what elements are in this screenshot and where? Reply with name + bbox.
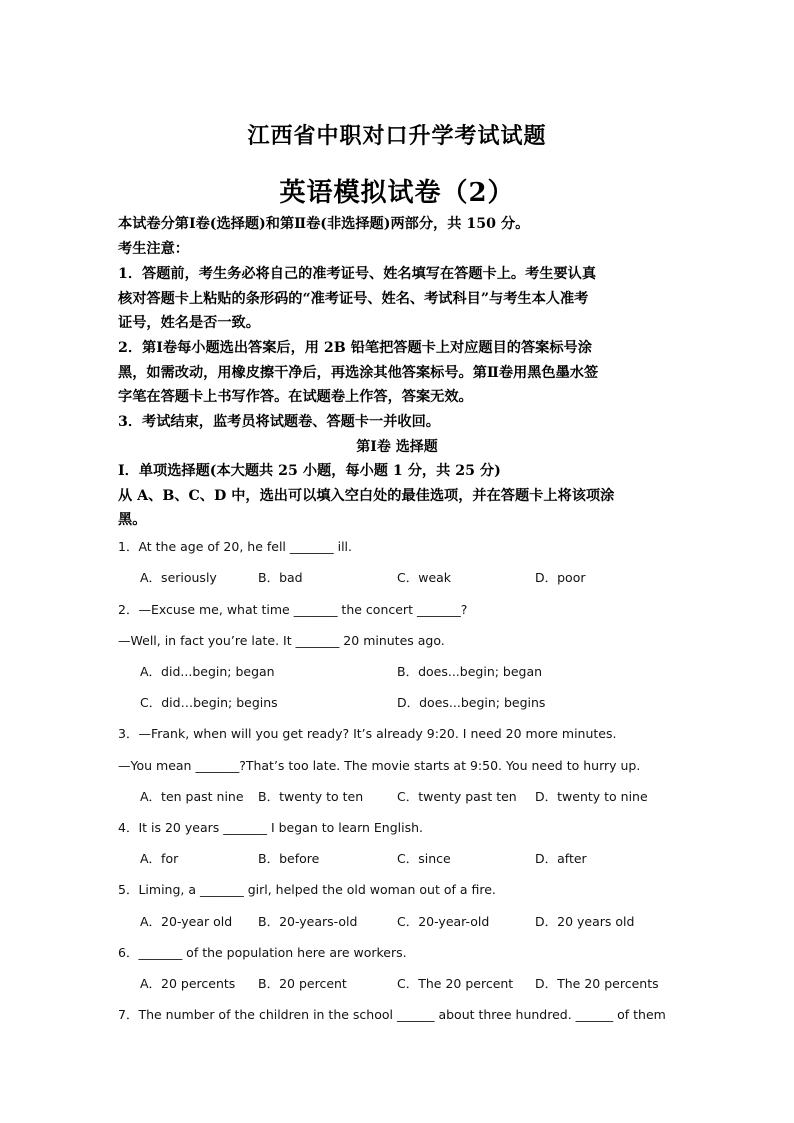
instruction-1-line-3: 证号，姓名是否一致。 bbox=[118, 315, 260, 331]
question-2-stem-2: —Well, in fact you’re late. It _______ 20 minutes ago. bbox=[118, 633, 445, 648]
exam-subtitle: 英语模拟试卷（2） bbox=[279, 178, 515, 208]
instruction-3: 3．考试结束，监考员将试题卷、答题卡一并收回。 bbox=[118, 414, 440, 430]
direction-line-1: 从 A、B、C、D 中，选出可以填入空白处的最佳选项，并在答题卡上将该项涂 bbox=[118, 488, 615, 504]
intro-text: 本试卷分第Ⅰ卷(选择题)和第Ⅱ卷(非选择题)两部分，共 150 分。 bbox=[118, 216, 530, 232]
question-2-option-c: C．did…begin; begins bbox=[140, 695, 278, 710]
question-1-option-c: C．weak bbox=[397, 570, 452, 585]
notice-label: 考生注意： bbox=[118, 241, 189, 257]
question-1-option-a: A．seriously bbox=[140, 570, 217, 585]
question-2-option-d: D．does...begin; begins bbox=[397, 695, 546, 710]
question-1-option-b: B．bad bbox=[258, 570, 303, 585]
question-4-option-b: B．before bbox=[258, 851, 320, 866]
instruction-1-line-1: 1．答题前，考生务必将自己的准考证号、姓名填写在答题卡上。考生要认真 bbox=[118, 266, 597, 282]
instruction-2-line-2: 黑，如需改动，用橡皮擦干净后，再选涂其他答案标号。第Ⅱ卷用黑色墨水签 bbox=[118, 365, 599, 381]
question-5-option-d: D．20 years old bbox=[535, 914, 635, 929]
instruction-1-line-2: 核对答题卡上粘贴的条形码的“准考证号、姓名、考试科目”与考生本人准考 bbox=[118, 291, 589, 307]
question-6-option-d: D．The 20 percents bbox=[535, 976, 659, 991]
question-5-option-c: C．20-year-old bbox=[397, 914, 490, 929]
question-5-stem: 5．Liming, a _______ girl, helped the old woman out of a fire. bbox=[118, 882, 496, 897]
instruction-2-line-3: 字笔在答题卡上书写作答。在试题卷上作答，答案无效。 bbox=[118, 389, 473, 405]
question-6-option-a: A．20 percents bbox=[140, 976, 236, 991]
question-3-stem: 3．—Frank, when will you get ready? It’s already 9:20. I need 20 more minutes. bbox=[118, 726, 617, 741]
question-2-option-b: B．does...begin; began bbox=[397, 664, 543, 679]
question-3-option-b: B．twenty to ten bbox=[258, 789, 364, 804]
question-1-stem: 1．At the age of 20, he fell _______ ill. bbox=[118, 539, 352, 554]
direction-line-2: 黑。 bbox=[118, 512, 147, 528]
question-1-option-d: D．poor bbox=[535, 570, 586, 585]
question-4-option-c: C．since bbox=[397, 851, 451, 866]
question-3-stem-2: —You mean _______?That’s too late. The movie starts at 9:50. You need to hurry up. bbox=[118, 758, 641, 773]
question-3-option-a: A．ten past nine bbox=[140, 789, 244, 804]
exam-title: 江西省中职对口升学考试试题 bbox=[247, 123, 547, 149]
question-4-option-a: A．for bbox=[140, 851, 179, 866]
question-5-option-a: A．20-year old bbox=[140, 914, 233, 929]
question-2-option-a: A．did...begin; began bbox=[140, 664, 275, 679]
question-6-option-b: B．20 percent bbox=[258, 976, 347, 991]
question-7-stem: 7．The number of the children in the school ______ about three hundred. ______ of them bbox=[118, 1007, 666, 1022]
question-4-stem: 4．It is 20 years _______ I began to learn English. bbox=[118, 820, 423, 835]
question-5-option-b: B．20-years-old bbox=[258, 914, 358, 929]
part-title: Ⅰ．单项选择题(本大题共 25 小题，每小题 1 分，共 25 分) bbox=[118, 463, 501, 479]
question-2-stem: 2．—Excuse me, what time _______ the concert _______? bbox=[118, 602, 468, 617]
question-6-option-c: C．The 20 percent bbox=[397, 976, 514, 991]
instruction-2-line-1: 2．第Ⅰ卷每小题选出答案后，用 2B 铅笔把答题卡上对应题目的答案标号涂 bbox=[118, 340, 592, 356]
question-6-stem: 6．_______ of the population here are workers. bbox=[118, 945, 407, 960]
question-3-option-d: D．twenty to nine bbox=[535, 789, 648, 804]
section-heading: 第Ⅰ卷 选择题 bbox=[356, 439, 438, 455]
question-4-option-d: D．after bbox=[535, 851, 587, 866]
question-3-option-c: C．twenty past ten bbox=[397, 789, 517, 804]
